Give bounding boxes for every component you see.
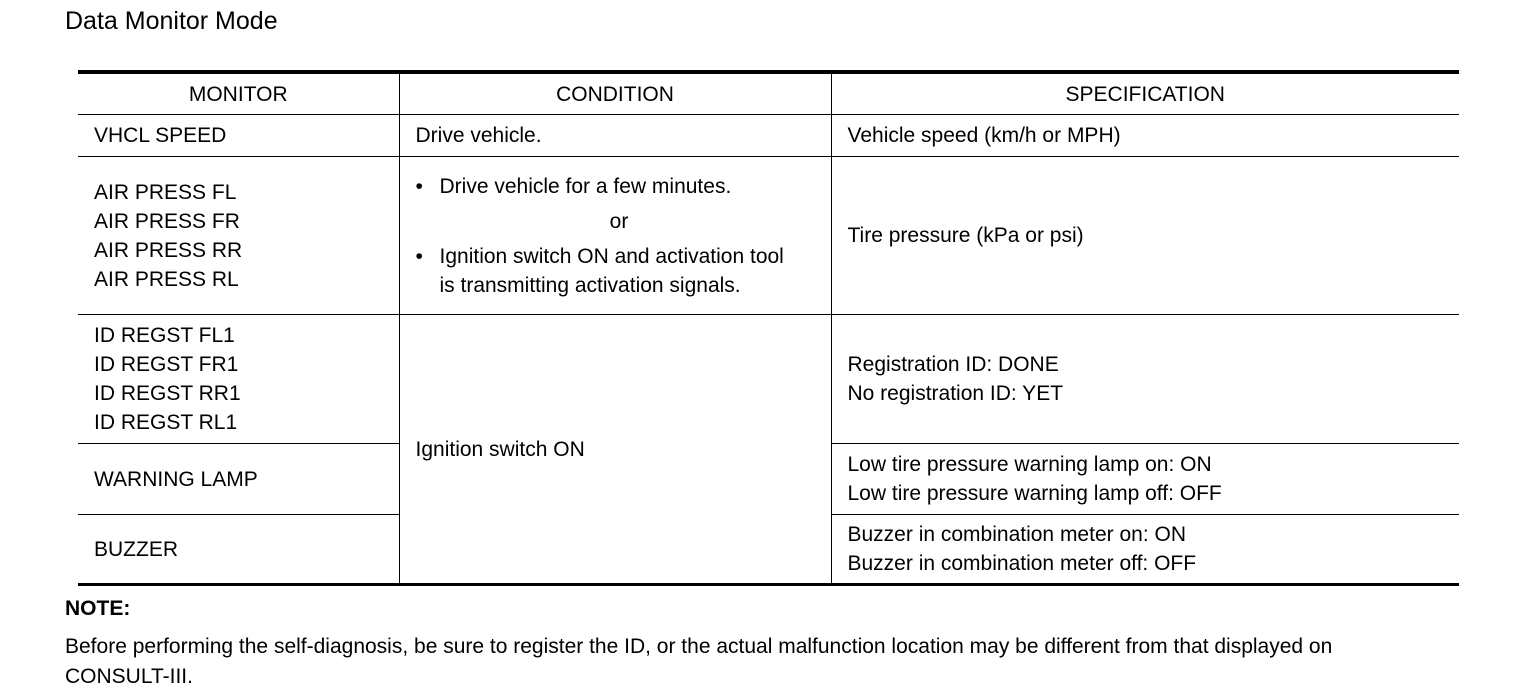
monitor-item: AIR PRESS FL bbox=[94, 180, 237, 204]
monitor-item: BUZZER bbox=[94, 537, 178, 561]
condition-bullet-2-line-1: Ignition switch ON and activation tool bbox=[439, 244, 784, 268]
table-row-air-press bbox=[78, 157, 1459, 315]
note-title: NOTE: bbox=[65, 597, 131, 620]
specification-text: No registration ID: YET bbox=[847, 382, 1064, 405]
bullet-icon: • bbox=[415, 174, 423, 198]
data-monitor-table bbox=[78, 70, 1459, 586]
monitor-item: ID REGST RR1 bbox=[94, 382, 241, 405]
monitor-cell-warning-lamp bbox=[78, 444, 399, 515]
specification-text: Low tire pressure warning lamp off: OFF bbox=[847, 482, 1222, 505]
note-body-line-2: CONSULT-III. bbox=[65, 665, 193, 688]
monitor-cell-id-regst bbox=[78, 315, 399, 444]
condition-text: Drive vehicle. bbox=[415, 124, 542, 147]
specification-cell-warning-lamp bbox=[831, 444, 1459, 515]
condition-bullet-1 bbox=[416, 172, 823, 201]
condition-bullet-2-line-2: is transmitting activation signals. bbox=[439, 273, 741, 297]
monitor-cell-vhcl-speed bbox=[78, 115, 399, 157]
monitor-item: AIR PRESS FR bbox=[94, 209, 240, 233]
specification-text: Vehicle speed (km/h or MPH) bbox=[847, 124, 1121, 147]
specification-cell-buzzer bbox=[831, 515, 1459, 585]
condition-cell-vhcl-speed bbox=[399, 115, 831, 157]
condition-cell-air-press bbox=[399, 157, 831, 315]
condition-text: Ignition switch ON bbox=[415, 437, 585, 461]
specification-cell-vhcl-speed bbox=[831, 115, 1459, 157]
note-body-line-1: Before performing the self-diagnosis, be sure to register the ID, or the actual malfunction location may be different from that displayed on bbox=[65, 635, 1333, 658]
specification-text: Buzzer in combination meter off: OFF bbox=[847, 552, 1197, 575]
condition-bullet-2 bbox=[416, 242, 823, 300]
monitor-item: ID REGST FR1 bbox=[94, 353, 239, 376]
specification-text: Tire pressure (kPa or psi) bbox=[847, 224, 1084, 247]
specification-cell-id-regst bbox=[831, 315, 1459, 444]
table-header-row bbox=[78, 72, 1459, 115]
page-title: Data Monitor Mode bbox=[65, 7, 278, 35]
monitor-item: ID REGST FL1 bbox=[94, 324, 235, 347]
specification-text: Low tire pressure warning lamp on: ON bbox=[847, 453, 1212, 476]
monitor-item: AIR PRESS RL bbox=[94, 267, 239, 291]
header-condition: CONDITION bbox=[399, 72, 831, 115]
header-monitor: MONITOR bbox=[78, 72, 399, 115]
note-body bbox=[65, 632, 1505, 692]
condition-or: or bbox=[609, 209, 629, 233]
monitor-item: VHCL SPEED bbox=[94, 124, 227, 147]
condition-bullet-1-text: Drive vehicle for a few minutes. bbox=[439, 174, 732, 198]
table-row-id-regst bbox=[78, 315, 1459, 444]
condition-cell-ignition-on bbox=[399, 315, 831, 585]
monitor-item: ID REGST RL1 bbox=[94, 411, 238, 434]
bullet-icon: • bbox=[415, 244, 423, 268]
header-specification: SPECIFICATION bbox=[831, 72, 1459, 115]
specification-text: Registration ID: DONE bbox=[847, 353, 1059, 376]
monitor-item: AIR PRESS RR bbox=[94, 238, 243, 262]
specification-cell-air-press bbox=[831, 157, 1459, 315]
monitor-item: WARNING LAMP bbox=[94, 467, 258, 491]
monitor-cell-air-press bbox=[78, 157, 399, 315]
monitor-cell-buzzer bbox=[78, 515, 399, 585]
specification-text: Buzzer in combination meter on: ON bbox=[847, 523, 1186, 546]
table-row-vhcl-speed bbox=[78, 115, 1459, 157]
